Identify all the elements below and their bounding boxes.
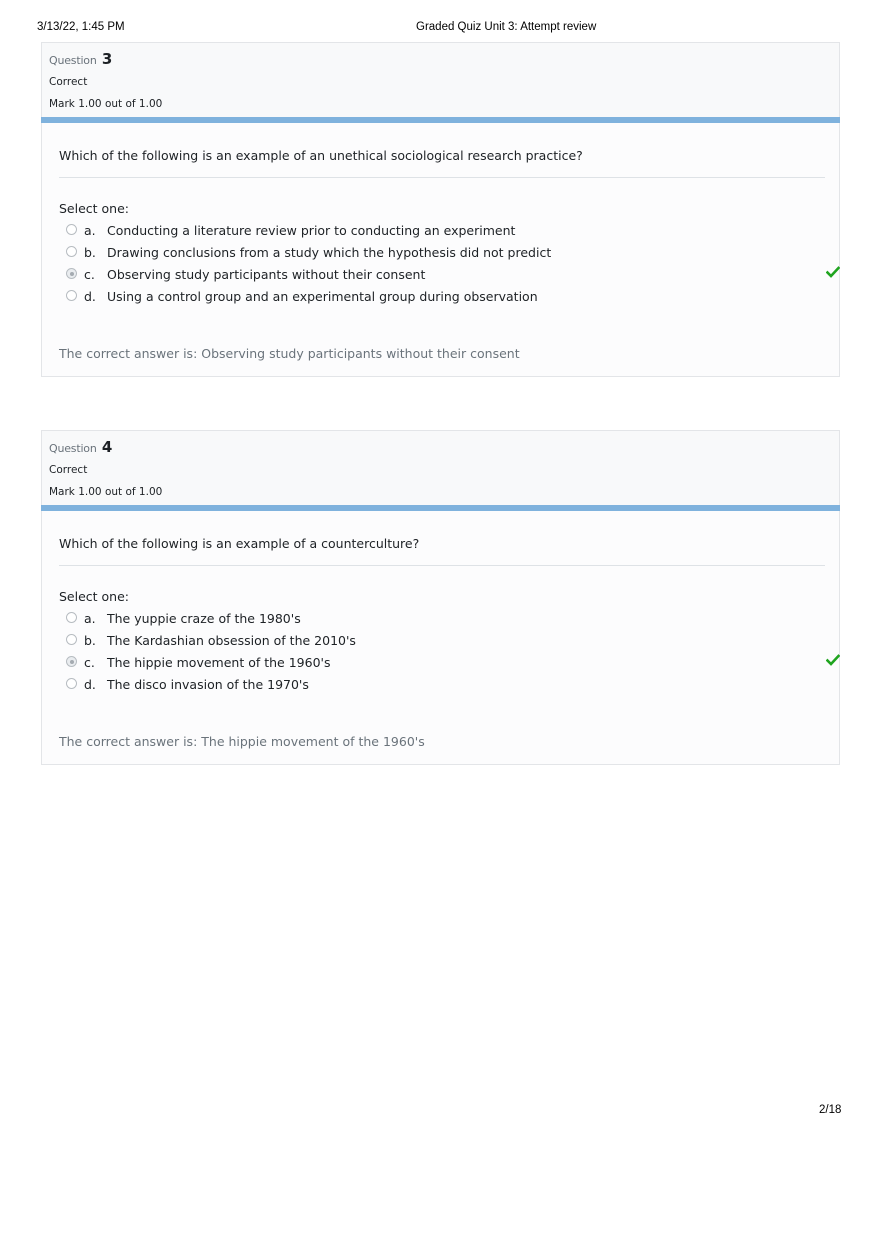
answer-option-b[interactable] xyxy=(64,633,824,653)
answer-option-a[interactable] xyxy=(64,223,824,243)
question-content xyxy=(41,123,840,377)
answer-text: Drawing conclusions from a study which the hypothesis did not predict xyxy=(107,245,552,260)
question-divider xyxy=(59,565,825,566)
answer-text: The Kardashian obsession of the 2010's xyxy=(107,633,356,648)
radio-button[interactable] xyxy=(66,290,77,301)
question-divider xyxy=(59,177,825,178)
select-one-prompt: Select one: xyxy=(59,201,130,216)
question-state: Correct xyxy=(49,464,88,476)
answer-letter: a. xyxy=(84,223,96,238)
answer-option-d[interactable] xyxy=(64,677,824,697)
answer-option-a[interactable] xyxy=(64,611,824,631)
question-number-value: 4 xyxy=(101,438,113,456)
radio-button[interactable] xyxy=(66,678,77,689)
answer-letter: d. xyxy=(84,677,96,692)
radio-button[interactable] xyxy=(66,224,77,235)
print-title: Graded Quiz Unit 3: Attempt review xyxy=(416,21,597,33)
question-state: Correct xyxy=(49,76,88,88)
check-icon xyxy=(826,265,840,279)
answer-text: The yuppie craze of the 1980's xyxy=(107,611,301,626)
question-label: Question xyxy=(49,54,97,67)
answer-text: The hippie movement of the 1960's xyxy=(107,655,331,670)
check-icon xyxy=(826,653,840,667)
answer-option-c[interactable] xyxy=(64,267,824,287)
radio-button[interactable] xyxy=(66,246,77,257)
question-text: Which of the following is an example of an unethical sociological research practice? xyxy=(59,148,583,163)
question-number xyxy=(49,438,112,456)
radio-button-selected[interactable] xyxy=(66,656,77,667)
question-grade: Mark 1.00 out of 1.00 xyxy=(49,98,163,110)
question-label: Question xyxy=(49,442,97,455)
answer-text: Observing study participants without their consent xyxy=(107,267,426,282)
page-number: 2/18 xyxy=(819,1104,842,1116)
answer-text: The disco invasion of the 1970's xyxy=(107,677,309,692)
print-header xyxy=(0,21,880,35)
answer-text: Using a control group and an experimental group during observation xyxy=(107,289,538,304)
question-number xyxy=(49,50,112,68)
question-block xyxy=(41,430,840,765)
question-text: Which of the following is an example of a counterculture? xyxy=(59,536,420,551)
answer-letter: c. xyxy=(84,655,95,670)
question-block xyxy=(41,42,840,377)
answer-letter: b. xyxy=(84,633,96,648)
answer-option-d[interactable] xyxy=(64,289,824,309)
question-content xyxy=(41,511,840,765)
print-date: 3/13/22, 1:45 PM xyxy=(37,21,125,33)
answer-letter: d. xyxy=(84,289,96,304)
answer-text: Conducting a literature review prior to conducting an experiment xyxy=(107,223,516,238)
radio-button[interactable] xyxy=(66,612,77,623)
select-one-prompt: Select one: xyxy=(59,589,130,604)
radio-button[interactable] xyxy=(66,634,77,645)
correct-answer-feedback: The correct answer is: The hippie movement of the 1960's xyxy=(59,734,425,749)
answer-option-c[interactable] xyxy=(64,655,824,675)
correct-answer-feedback: The correct answer is: Observing study participants without their consent xyxy=(59,346,520,361)
answer-letter: c. xyxy=(84,267,95,282)
answer-option-b[interactable] xyxy=(64,245,824,265)
question-number-value: 3 xyxy=(101,50,113,68)
answer-letter: a. xyxy=(84,611,96,626)
answer-letter: b. xyxy=(84,245,96,260)
question-info xyxy=(41,430,840,505)
question-grade: Mark 1.00 out of 1.00 xyxy=(49,486,163,498)
question-info xyxy=(41,42,840,117)
radio-button-selected[interactable] xyxy=(66,268,77,279)
